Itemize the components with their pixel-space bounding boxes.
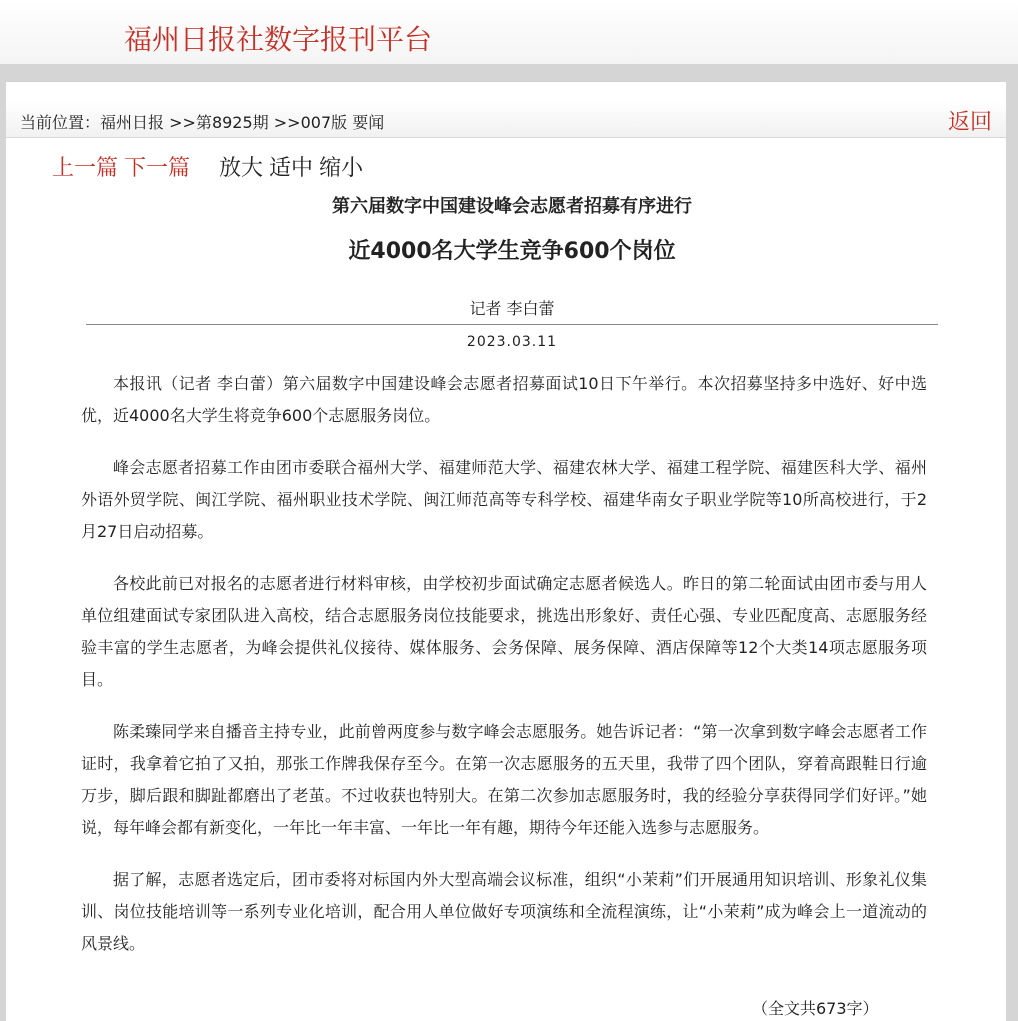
next-article-link[interactable]: 下一篇 [124, 156, 191, 181]
article-headline: 第六届数字中国建设峰会志愿者招募有序进行 [332, 196, 692, 217]
article-subheadline: 近4000名大学生竞争600个岗位 [348, 239, 676, 264]
site-title: 福州日报社数字报刊平台 [124, 23, 433, 56]
article-author: 记者 李白蕾 [469, 299, 555, 318]
site-header [0, 0, 1018, 64]
breadcrumb-issue-link[interactable]: >>第8925期 [169, 113, 269, 132]
article-paragraph: 本报讯（记者 李白蕾）第六届数字中国建设峰会志愿者招募面试10日下午举行。本次招募坚持多中选好、好中选优，近4000名大学生将竞争600个志愿服务岗位。 [81, 374, 927, 425]
article-paragraph: 峰会志愿者招募工作由团市委联合福州大学、福建师范大学、福建农林大学、福建工程学院、福建医科大学、福州外语外贸学院、闽江学院、福州职业技术学院、闽江师范高等专科学校、福建华南女子职业学院等10所高校进行，于2月27日启动招募。 [81, 458, 927, 541]
breadcrumb [6, 101, 1006, 138]
breadcrumb-paper-link[interactable]: 福州日报 [100, 113, 165, 132]
article-paragraph: 各校此前已对报名的志愿者进行材料审核，由学校初步面试确定志愿者候选人。昨日的第二轮面试由团市委与用人单位组建面试专家团队进入高校，结合志愿服务岗位技能要求，挑选出形象好、责任心强、专业匹配度高、志愿服务经验丰富的学生志愿者，为峰会提供礼仪接待、媒体服务、会务保障、展务保障、酒店保障等12个大类14项志愿服务项目。 [81, 574, 927, 689]
article-panel [6, 82, 1006, 1021]
header-divider [0, 64, 1018, 82]
article-nav [52, 151, 369, 182]
article-paragraph: 陈柔臻同学来自播音主持专业，此前曾两度参与数字峰会志愿服务。她告诉记者：“第一次拿到数字峰会志愿者工作证时，我拿着它拍了又拍，那张工作牌我保存至今。在第一次志愿服务的五天里，我带了四个团队，穿着高跟鞋日行逾万步，脚后跟和脚趾都磨出了老茧。不过收获也特别大。在第二次参加志愿服务时，我的经验分享获得同学们好评。”她说，每年峰会都有新变化，一年比一年丰富、一年比一年有趣，期待今年还能入选参与志愿服务。 [81, 722, 927, 837]
back-link[interactable]: 返回 [947, 110, 992, 135]
article-paragraph: 据了解，志愿者选定后，团市委将对标国内外大型高端会议标准，组织“小茉莉”们开展通用知识培训、形象礼仪集训、岗位技能培训等一系列专业化培训，配合用人单位做好专项演练和全流程演练，让“小茉莉”成为峰会上一道流动的风景线。 [81, 870, 927, 953]
breadcrumb-page-link[interactable]: >>007版 要闻 [273, 113, 385, 132]
content-frame [0, 82, 1018, 1021]
article-body [81, 368, 927, 980]
word-count: （全文共673字） [752, 999, 879, 1018]
prev-article-link[interactable]: 上一篇 [52, 156, 119, 181]
zoom-fit-link[interactable]: 适中 [269, 156, 314, 181]
zoom-out-link[interactable]: 缩小 [319, 156, 364, 181]
byline-divider [86, 324, 938, 325]
breadcrumb-prefix: 当前位置： [20, 113, 101, 132]
breadcrumb-text [20, 110, 384, 133]
zoom-in-link[interactable]: 放大 [219, 156, 264, 181]
article-date: 2023.03.11 [466, 334, 558, 350]
